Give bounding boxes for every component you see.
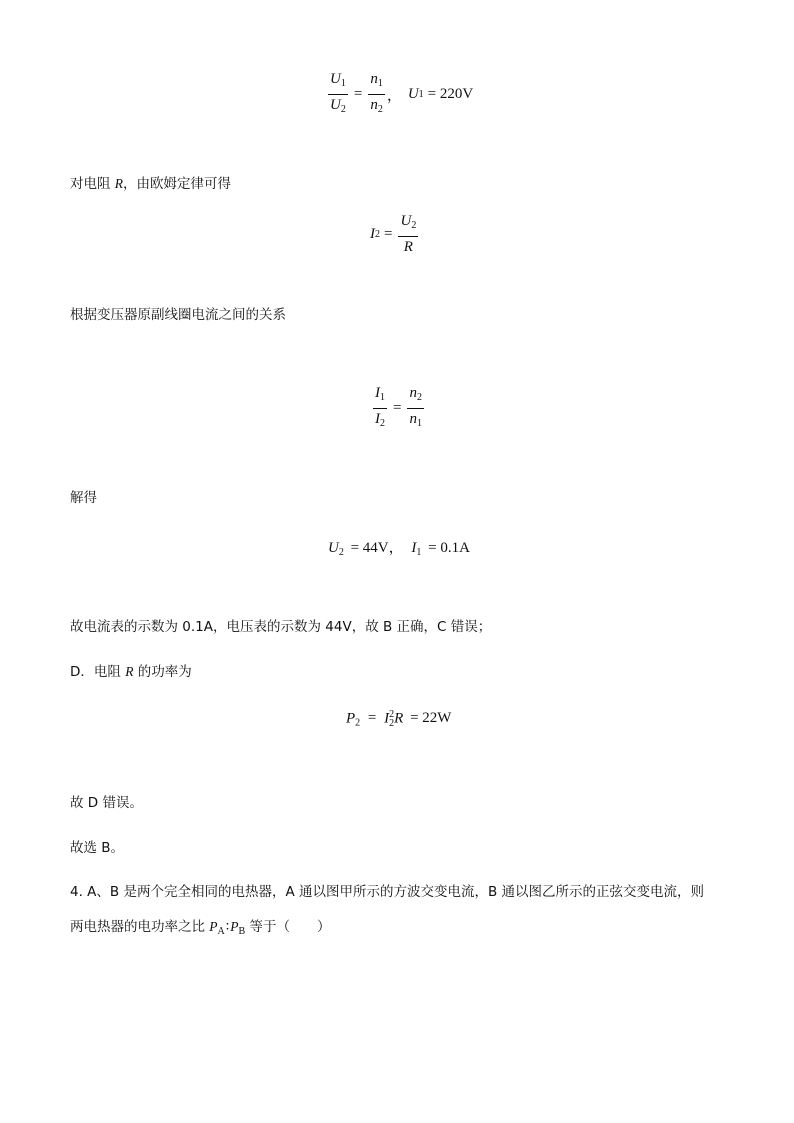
equation-solution: $U_2 = 44V$， $I_1 = 0.1A$ — [328, 540, 470, 558]
fraction-u2-over-r: $\frac{U_2}{R}$ — [400, 213, 417, 255]
fraction-n1-over-n2: $\frac{n_1}{n_2}$ — [370, 71, 383, 115]
equation-ohm: I 2 = $\frac{U_2}{R}$ — [370, 213, 417, 255]
equation-voltage-ratio: $\frac{U_1}{U_2}$ = $\frac{n_1}{n_2}$ ， U 1 = 220V — [326, 70, 473, 119]
equation-current-ratio: $\frac{I_1}{I_2}$ = $\frac{n_2}{n_1}$ — [371, 384, 426, 433]
question-4-line-2: 两电热器的电功率之比 $P_A∶P_B$ 等于（ ） — [70, 919, 331, 937]
equation-power: $P_2 = I$ 2 2 R = 22W — [346, 709, 452, 729]
paragraph-current-relation: 根据变压器原副线圈电流之间的关系 — [70, 307, 286, 323]
fraction-n2-over-n1: $\frac{n_2}{n_1}$ — [409, 385, 422, 429]
fraction-u1-over-u2: $\frac{U_1}{U_2}$ — [330, 71, 346, 115]
paragraph-d-wrong: 故 D 错误。 — [70, 795, 143, 811]
paragraph-answer: 故选 B。 — [70, 840, 125, 856]
paragraph-solve: 解得 — [70, 490, 97, 506]
paragraph-ohm-law: 对电阻 R，由欧姆定律可得 — [70, 176, 232, 192]
paragraph-option-d: D．电阻 R 的功率为 — [70, 664, 192, 680]
question-4-line-1: 4. A、B 是两个完全相同的电热器，A 通以图甲所示的方波交变电流，B 通以图乙所示的正弦交变电流，则 — [70, 884, 705, 900]
paragraph-meter-readings: 故电流表的示数为 0.1A，电压表的示数为 44V，故 B 正确，C 错误； — [70, 619, 492, 635]
fraction-i1-over-i2: $\frac{I_1}{I_2}$ — [375, 385, 385, 429]
